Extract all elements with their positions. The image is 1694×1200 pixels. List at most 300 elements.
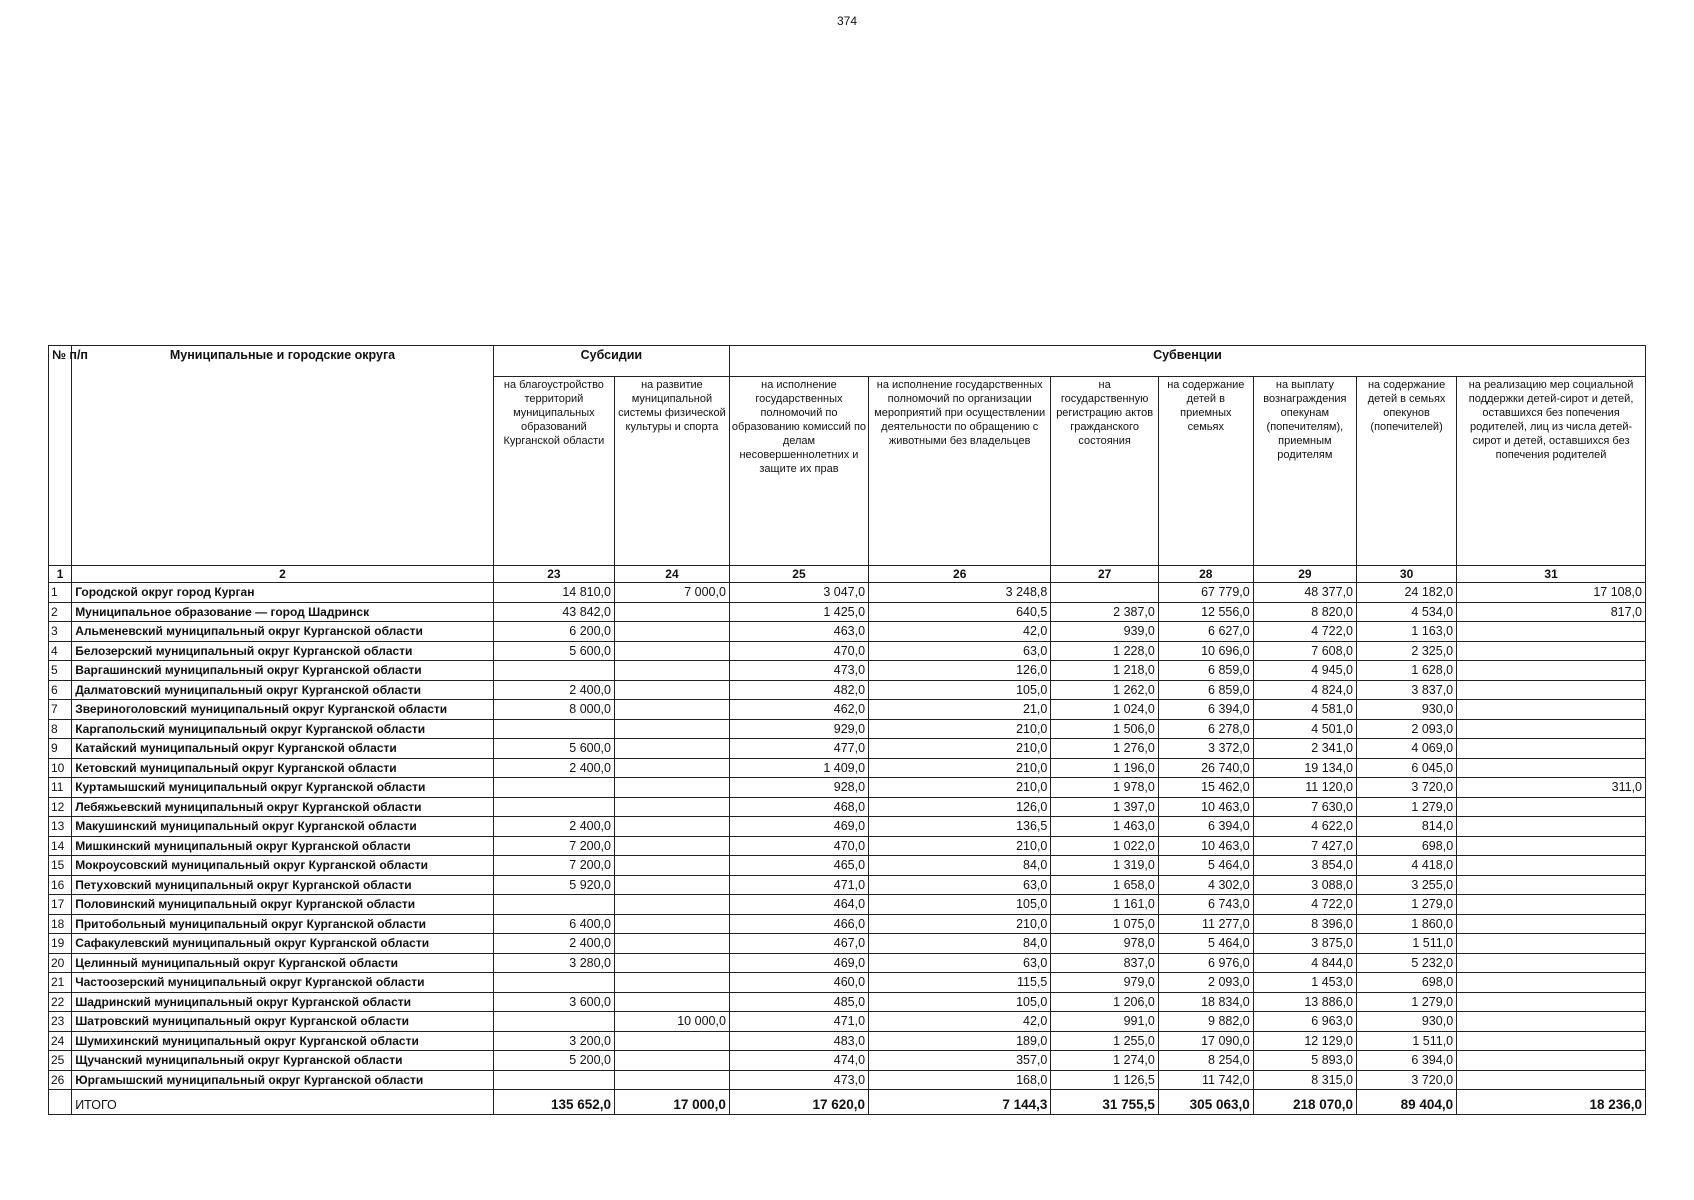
amount-cell <box>1457 797 1646 817</box>
amount-cell <box>615 1031 730 1051</box>
header-col-23: на благоустройство территорий муниципальных образований Курганской области <box>493 377 614 566</box>
table-row <box>49 914 1646 934</box>
amount-cell: 3 088,0 <box>1253 875 1356 895</box>
amount-cell <box>615 992 730 1012</box>
column-number: 28 <box>1158 566 1253 583</box>
amount-cell: 24 182,0 <box>1357 583 1457 603</box>
amount-cell: 105,0 <box>869 680 1051 700</box>
amount-cell <box>1457 1070 1646 1090</box>
amount-cell: 3 255,0 <box>1357 875 1457 895</box>
amount-cell <box>1457 758 1646 778</box>
amount-cell <box>615 641 730 661</box>
amount-cell: 8 000,0 <box>493 700 614 720</box>
row-number: 1 <box>49 583 72 603</box>
amount-cell <box>493 1012 614 1032</box>
amount-cell <box>615 817 730 837</box>
amount-cell: 18 834,0 <box>1158 992 1253 1012</box>
row-number: 21 <box>49 973 72 993</box>
header-col-25: на исполнение государственных полномочий по образованию комиссий по делам несовершеннолетних и защите их прав <box>729 377 868 566</box>
amount-cell: 978,0 <box>1051 934 1159 954</box>
amount-cell: 48 377,0 <box>1253 583 1356 603</box>
amount-cell: 640,5 <box>869 602 1051 622</box>
amount-cell: 6 394,0 <box>1158 817 1253 837</box>
amount-cell: 17 090,0 <box>1158 1031 1253 1051</box>
municipality-name: Звериноголовский муниципальный округ Курганской области <box>72 700 494 720</box>
table-row <box>49 934 1646 954</box>
header-subsidies: Субсидии <box>493 346 729 377</box>
amount-cell: 473,0 <box>729 661 868 681</box>
row-number: 25 <box>49 1051 72 1071</box>
amount-cell <box>615 895 730 915</box>
amount-cell <box>615 778 730 798</box>
table-row <box>49 602 1646 622</box>
amount-cell <box>615 875 730 895</box>
amount-cell: 4 581,0 <box>1253 700 1356 720</box>
amount-cell: 8 396,0 <box>1253 914 1356 934</box>
municipality-name: Щучанский муниципальный округ Курганской области <box>72 1051 494 1071</box>
amount-cell: 4 534,0 <box>1357 602 1457 622</box>
amount-cell: 465,0 <box>729 856 868 876</box>
amount-cell: 115,5 <box>869 973 1051 993</box>
amount-cell: 84,0 <box>869 934 1051 954</box>
amount-cell <box>1457 680 1646 700</box>
header-municipality: Муниципальные и городские округа <box>72 346 494 566</box>
amount-cell: 4 722,0 <box>1253 622 1356 642</box>
amount-cell: 467,0 <box>729 934 868 954</box>
amount-cell: 4 302,0 <box>1158 875 1253 895</box>
amount-cell <box>493 1070 614 1090</box>
row-number: 6 <box>49 680 72 700</box>
amount-cell: 5 600,0 <box>493 641 614 661</box>
amount-cell: 21,0 <box>869 700 1051 720</box>
table-row <box>49 680 1646 700</box>
header-col-31: на реализацию мер социальной поддержки детей-сирот и детей, оставшихся без попечения родителей, лиц из числа детей-сирот и детей, оставшихся без попечения родителей <box>1457 377 1646 566</box>
municipality-name: Белозерский муниципальный округ Курганской области <box>72 641 494 661</box>
amount-cell: 210,0 <box>869 739 1051 759</box>
amount-cell: 2 341,0 <box>1253 739 1356 759</box>
amount-cell: 1 453,0 <box>1253 973 1356 993</box>
amount-cell: 5 232,0 <box>1357 953 1457 973</box>
amount-cell: 43 842,0 <box>493 602 614 622</box>
amount-cell: 469,0 <box>729 953 868 973</box>
table-row <box>49 817 1646 837</box>
municipality-name: Лебяжьевский муниципальный округ Курганской области <box>72 797 494 817</box>
column-number: 30 <box>1357 566 1457 583</box>
total-amount-cell: 89 404,0 <box>1357 1090 1457 1115</box>
amount-cell: 1 196,0 <box>1051 758 1159 778</box>
amount-cell <box>1457 661 1646 681</box>
row-number: 7 <box>49 700 72 720</box>
table-row <box>49 622 1646 642</box>
municipality-name: Альменевский муниципальный округ Курганской области <box>72 622 494 642</box>
amount-cell <box>615 719 730 739</box>
amount-cell <box>1457 739 1646 759</box>
amount-cell: 4 824,0 <box>1253 680 1356 700</box>
amount-cell <box>1457 1012 1646 1032</box>
amount-cell: 463,0 <box>729 622 868 642</box>
amount-cell: 477,0 <box>729 739 868 759</box>
amount-cell <box>615 797 730 817</box>
amount-cell: 6 394,0 <box>1158 700 1253 720</box>
amount-cell: 1 274,0 <box>1051 1051 1159 1071</box>
total-amount-cell: 17 620,0 <box>729 1090 868 1115</box>
amount-cell: 1 126,5 <box>1051 1070 1159 1090</box>
header-col-24: на развитие муниципальной системы физической культуры и спорта <box>615 377 730 566</box>
amount-cell <box>1457 622 1646 642</box>
amount-cell: 698,0 <box>1357 836 1457 856</box>
table-row <box>49 661 1646 681</box>
amount-cell: 4 722,0 <box>1253 895 1356 915</box>
row-number: 20 <box>49 953 72 973</box>
amount-cell: 471,0 <box>729 875 868 895</box>
row-number: 22 <box>49 992 72 1012</box>
row-number: 2 <box>49 602 72 622</box>
amount-cell: 1 163,0 <box>1357 622 1457 642</box>
amount-cell: 483,0 <box>729 1031 868 1051</box>
header-row-column-numbers <box>49 566 1646 583</box>
table-row <box>49 778 1646 798</box>
amount-cell <box>1457 700 1646 720</box>
amount-cell: 14 810,0 <box>493 583 614 603</box>
amount-cell: 3 837,0 <box>1357 680 1457 700</box>
table-row <box>49 856 1646 876</box>
table-row <box>49 1031 1646 1051</box>
total-amount-cell: 305 063,0 <box>1158 1090 1253 1115</box>
row-number: 26 <box>49 1070 72 1090</box>
amount-cell: 11 277,0 <box>1158 914 1253 934</box>
amount-cell: 311,0 <box>1457 778 1646 798</box>
total-amount-cell: 7 144,3 <box>869 1090 1051 1115</box>
amount-cell: 1 511,0 <box>1357 934 1457 954</box>
amount-cell <box>493 719 614 739</box>
municipality-name: Юргамышский муниципальный округ Курганской области <box>72 1070 494 1090</box>
amount-cell: 3 854,0 <box>1253 856 1356 876</box>
amount-cell: 13 886,0 <box>1253 992 1356 1012</box>
table-row <box>49 758 1646 778</box>
amount-cell: 1 206,0 <box>1051 992 1159 1012</box>
amount-cell <box>615 1070 730 1090</box>
amount-cell: 1 255,0 <box>1051 1031 1159 1051</box>
amount-cell: 3 280,0 <box>493 953 614 973</box>
amount-cell: 3 720,0 <box>1357 778 1457 798</box>
amount-cell: 1 022,0 <box>1051 836 1159 856</box>
amount-cell: 817,0 <box>1457 602 1646 622</box>
amount-cell <box>1457 817 1646 837</box>
amount-cell <box>615 739 730 759</box>
amount-cell: 3 200,0 <box>493 1031 614 1051</box>
amount-cell <box>1457 719 1646 739</box>
amount-cell: 464,0 <box>729 895 868 915</box>
amount-cell: 991,0 <box>1051 1012 1159 1032</box>
amount-cell <box>615 680 730 700</box>
amount-cell <box>493 661 614 681</box>
amount-cell: 2 387,0 <box>1051 602 1159 622</box>
amount-cell <box>493 895 614 915</box>
amount-cell: 6 394,0 <box>1357 1051 1457 1071</box>
total-number-empty <box>49 1090 72 1115</box>
table-row <box>49 583 1646 603</box>
amount-cell: 4 622,0 <box>1253 817 1356 837</box>
amount-cell <box>615 836 730 856</box>
row-number: 11 <box>49 778 72 798</box>
amount-cell: 105,0 <box>869 992 1051 1012</box>
amount-cell: 3 720,0 <box>1357 1070 1457 1090</box>
amount-cell: 357,0 <box>869 1051 1051 1071</box>
amount-cell: 1 218,0 <box>1051 661 1159 681</box>
total-amount-cell: 135 652,0 <box>493 1090 614 1115</box>
amount-cell: 6 278,0 <box>1158 719 1253 739</box>
amount-cell <box>1457 895 1646 915</box>
header-col-26: на исполнение государственных полномочий по организации мероприятий при осуществлении деятельности по обращению с животными без владельцев <box>869 377 1051 566</box>
amount-cell: 1 161,0 <box>1051 895 1159 915</box>
table-row <box>49 700 1646 720</box>
amount-cell: 9 882,0 <box>1158 1012 1253 1032</box>
amount-cell: 210,0 <box>869 778 1051 798</box>
amount-cell: 1 276,0 <box>1051 739 1159 759</box>
amount-cell: 210,0 <box>869 914 1051 934</box>
amount-cell: 1 506,0 <box>1051 719 1159 739</box>
amount-cell: 482,0 <box>729 680 868 700</box>
column-number: 23 <box>493 566 614 583</box>
amount-cell: 168,0 <box>869 1070 1051 1090</box>
amount-cell: 6 400,0 <box>493 914 614 934</box>
amount-cell: 189,0 <box>869 1031 1051 1051</box>
amount-cell: 63,0 <box>869 641 1051 661</box>
column-number: 24 <box>615 566 730 583</box>
total-amount-cell: 31 755,5 <box>1051 1090 1159 1115</box>
row-number: 16 <box>49 875 72 895</box>
amount-cell: 3 248,8 <box>869 583 1051 603</box>
header-row-groups <box>49 346 1646 377</box>
column-number: 26 <box>869 566 1051 583</box>
amount-cell: 468,0 <box>729 797 868 817</box>
amount-cell: 7 200,0 <box>493 856 614 876</box>
amount-cell: 210,0 <box>869 758 1051 778</box>
amount-cell: 3 047,0 <box>729 583 868 603</box>
amount-cell: 1 511,0 <box>1357 1031 1457 1051</box>
amount-cell: 2 400,0 <box>493 680 614 700</box>
amount-cell: 473,0 <box>729 1070 868 1090</box>
amount-cell: 17 108,0 <box>1457 583 1646 603</box>
municipality-name: Шадринский муниципальный округ Курганской области <box>72 992 494 1012</box>
table-row <box>49 895 1646 915</box>
amount-cell: 1 628,0 <box>1357 661 1457 681</box>
amount-cell: 7 427,0 <box>1253 836 1356 856</box>
row-number: 17 <box>49 895 72 915</box>
amount-cell <box>493 778 614 798</box>
amount-cell: 10 000,0 <box>615 1012 730 1032</box>
amount-cell: 19 134,0 <box>1253 758 1356 778</box>
table-row <box>49 739 1646 759</box>
amount-cell <box>1457 973 1646 993</box>
amount-cell: 2 400,0 <box>493 758 614 778</box>
amount-cell <box>1457 875 1646 895</box>
amount-cell: 7 608,0 <box>1253 641 1356 661</box>
amount-cell: 929,0 <box>729 719 868 739</box>
amount-cell: 1 075,0 <box>1051 914 1159 934</box>
amount-cell: 10 463,0 <box>1158 836 1253 856</box>
amount-cell: 6 200,0 <box>493 622 614 642</box>
table-row <box>49 1070 1646 1090</box>
amount-cell: 42,0 <box>869 622 1051 642</box>
amount-cell: 7 630,0 <box>1253 797 1356 817</box>
amount-cell: 6 743,0 <box>1158 895 1253 915</box>
amount-cell <box>1457 641 1646 661</box>
municipality-name: Мишкинский муниципальный округ Курганской области <box>72 836 494 856</box>
total-label: ИТОГО <box>72 1090 494 1115</box>
amount-cell <box>1457 914 1646 934</box>
amount-cell: 2 325,0 <box>1357 641 1457 661</box>
municipality-name: Целинный муниципальный округ Курганской области <box>72 953 494 973</box>
amount-cell: 210,0 <box>869 836 1051 856</box>
amount-cell: 6 963,0 <box>1253 1012 1356 1032</box>
municipality-name: Частоозерский муниципальный округ Курганской области <box>72 973 494 993</box>
row-number: 23 <box>49 1012 72 1032</box>
amount-cell: 930,0 <box>1357 700 1457 720</box>
header-col-29: на выплату вознаграждения опекунам (попечителям), приемным родителям <box>1253 377 1356 566</box>
municipality-name: Мокроусовский муниципальный округ Курганской области <box>72 856 494 876</box>
row-number: 10 <box>49 758 72 778</box>
amount-cell: 105,0 <box>869 895 1051 915</box>
amount-cell: 2 093,0 <box>1357 719 1457 739</box>
amount-cell: 12 129,0 <box>1253 1031 1356 1051</box>
amount-cell: 12 556,0 <box>1158 602 1253 622</box>
amount-cell: 10 463,0 <box>1158 797 1253 817</box>
municipality-name: Макушинский муниципальный округ Курганской области <box>72 817 494 837</box>
amount-cell: 2 093,0 <box>1158 973 1253 993</box>
municipality-name: Половинский муниципальный округ Курганской области <box>72 895 494 915</box>
row-number: 5 <box>49 661 72 681</box>
row-number: 13 <box>49 817 72 837</box>
amount-cell: 7 000,0 <box>615 583 730 603</box>
page-number: 374 <box>836 14 858 28</box>
total-amount-cell: 218 070,0 <box>1253 1090 1356 1115</box>
amount-cell: 6 859,0 <box>1158 661 1253 681</box>
amount-cell: 1 658,0 <box>1051 875 1159 895</box>
amount-cell: 1 024,0 <box>1051 700 1159 720</box>
amount-cell: 1 228,0 <box>1051 641 1159 661</box>
table-row <box>49 719 1646 739</box>
amount-cell: 485,0 <box>729 992 868 1012</box>
column-number: 1 <box>49 566 72 583</box>
amount-cell <box>615 622 730 642</box>
amount-cell <box>1457 1031 1646 1051</box>
amount-cell: 5 920,0 <box>493 875 614 895</box>
amount-cell: 470,0 <box>729 836 868 856</box>
amount-cell: 1 279,0 <box>1357 992 1457 1012</box>
amount-cell <box>1457 836 1646 856</box>
amount-cell: 6 045,0 <box>1357 758 1457 778</box>
column-number: 27 <box>1051 566 1159 583</box>
amount-cell: 4 844,0 <box>1253 953 1356 973</box>
amount-cell <box>1457 856 1646 876</box>
amount-cell: 4 945,0 <box>1253 661 1356 681</box>
row-number: 18 <box>49 914 72 934</box>
amount-cell: 6 976,0 <box>1158 953 1253 973</box>
total-row <box>49 1090 1646 1115</box>
municipality-name: Муниципальное образование — город Шадринск <box>72 602 494 622</box>
amount-cell <box>615 758 730 778</box>
row-number: 4 <box>49 641 72 661</box>
amount-cell: 15 462,0 <box>1158 778 1253 798</box>
amount-cell <box>615 856 730 876</box>
table-row <box>49 797 1646 817</box>
amount-cell: 1 397,0 <box>1051 797 1159 817</box>
amount-cell: 466,0 <box>729 914 868 934</box>
amount-cell <box>615 700 730 720</box>
municipality-name: Кетовский муниципальный округ Курганской области <box>72 758 494 778</box>
amount-cell <box>615 602 730 622</box>
municipality-name: Петуховский муниципальный округ Курганской области <box>72 875 494 895</box>
amount-cell: 814,0 <box>1357 817 1457 837</box>
row-number: 9 <box>49 739 72 759</box>
municipality-name: Сафакулевский муниципальный округ Курганской области <box>72 934 494 954</box>
amount-cell <box>1457 953 1646 973</box>
amount-cell: 63,0 <box>869 953 1051 973</box>
amount-cell <box>615 953 730 973</box>
amount-cell <box>1457 1051 1646 1071</box>
amount-cell <box>615 914 730 934</box>
amount-cell: 462,0 <box>729 700 868 720</box>
amount-cell: 7 200,0 <box>493 836 614 856</box>
amount-cell: 1 978,0 <box>1051 778 1159 798</box>
amount-cell: 3 875,0 <box>1253 934 1356 954</box>
amount-cell: 126,0 <box>869 661 1051 681</box>
amount-cell: 4 418,0 <box>1357 856 1457 876</box>
amount-cell: 939,0 <box>1051 622 1159 642</box>
municipality-name: Притобольный муниципальный округ Курганской области <box>72 914 494 934</box>
amount-cell: 1 860,0 <box>1357 914 1457 934</box>
amount-cell: 4 069,0 <box>1357 739 1457 759</box>
municipality-name: Каргапольский муниципальный округ Курганской области <box>72 719 494 739</box>
row-number: 24 <box>49 1031 72 1051</box>
amount-cell: 1 463,0 <box>1051 817 1159 837</box>
municipality-name: Городской округ город Курган <box>72 583 494 603</box>
amount-cell: 8 254,0 <box>1158 1051 1253 1071</box>
table-row <box>49 875 1646 895</box>
amount-cell <box>615 661 730 681</box>
amount-cell: 2 400,0 <box>493 817 614 837</box>
amount-cell: 6 859,0 <box>1158 680 1253 700</box>
budget-distribution-table <box>48 345 1646 1115</box>
amount-cell: 11 742,0 <box>1158 1070 1253 1090</box>
municipality-name: Шумихинский муниципальный округ Курганской области <box>72 1031 494 1051</box>
municipality-name: Далматовский муниципальный округ Курганской области <box>72 680 494 700</box>
row-number: 8 <box>49 719 72 739</box>
amount-cell: 1 279,0 <box>1357 797 1457 817</box>
amount-cell: 1 409,0 <box>729 758 868 778</box>
amount-cell: 26 740,0 <box>1158 758 1253 778</box>
amount-cell: 1 262,0 <box>1051 680 1159 700</box>
table-row <box>49 992 1646 1012</box>
column-number: 29 <box>1253 566 1356 583</box>
amount-cell: 1 425,0 <box>729 602 868 622</box>
amount-cell: 979,0 <box>1051 973 1159 993</box>
row-number: 3 <box>49 622 72 642</box>
amount-cell: 837,0 <box>1051 953 1159 973</box>
amount-cell: 210,0 <box>869 719 1051 739</box>
amount-cell: 460,0 <box>729 973 868 993</box>
column-number: 31 <box>1457 566 1646 583</box>
amount-cell: 5 464,0 <box>1158 934 1253 954</box>
amount-cell: 5 200,0 <box>493 1051 614 1071</box>
header-col-30: на содержание детей в семьях опекунов (попечителей) <box>1357 377 1457 566</box>
municipality-name: Катайский муниципальный округ Курганской области <box>72 739 494 759</box>
amount-cell <box>493 973 614 993</box>
amount-cell <box>493 797 614 817</box>
amount-cell: 126,0 <box>869 797 1051 817</box>
row-number: 14 <box>49 836 72 856</box>
